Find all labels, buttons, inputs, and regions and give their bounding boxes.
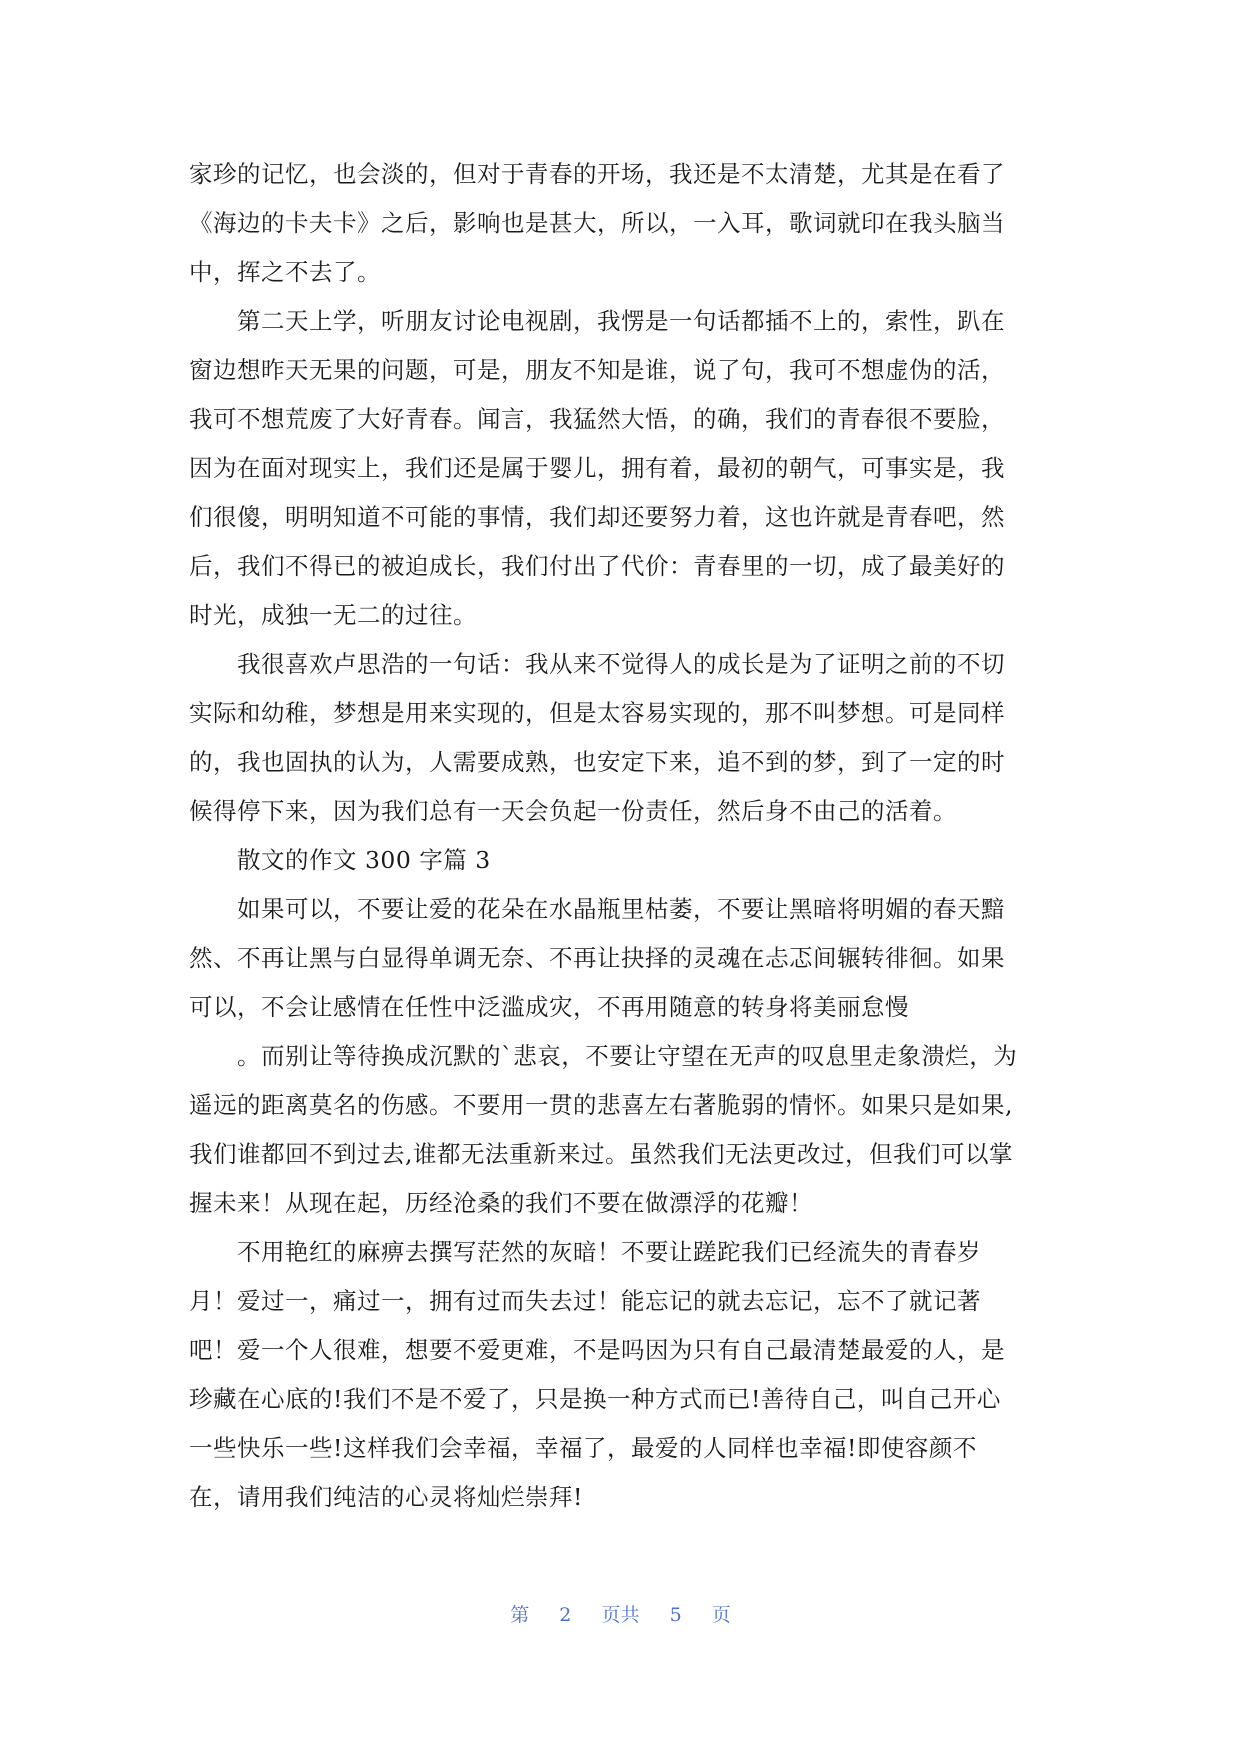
page-mid: 页共 xyxy=(601,1604,640,1626)
text-line: 时光，成独一无二的过往。 xyxy=(189,601,477,629)
paragraph-start-line: 如果可以，不要让爱的花朵在水晶瓶里枯萎，不要让黑暗将明媚的春天黯 xyxy=(237,895,1005,923)
text-line: 家珍的记忆，也会淡的，但对于青春的开场，我还是不太清楚，尤其是在看了 xyxy=(189,160,1005,188)
page-footer xyxy=(0,1600,1241,1627)
text-line: 握未来！从现在起，历经沧桑的我们不要在做漂浮的花瓣！ xyxy=(189,1189,813,1217)
text-line: 可以，不会让感情在任性中泛滥成灾，不再用随意的转身将美丽怠慢 xyxy=(189,993,909,1021)
text-line: 后，我们不得已的被迫成长，我们付出了代价：青春里的一切，成了最美好的 xyxy=(189,552,1005,580)
text-line: 在，请用我们纯洁的心灵将灿烂崇拜! xyxy=(189,1483,583,1511)
paragraph-start-line: 我很喜欢卢思浩的一句话：我从来不觉得人的成长是为了证明之前的不切 xyxy=(237,650,1005,678)
text-line: 我们谁都回不到过去,谁都无法重新来过。虽然我们无法更改过，但我们可以掌 xyxy=(189,1140,1013,1168)
text-line: 中，挥之不去了。 xyxy=(189,258,381,286)
paragraph-start-line: 不用艳红的麻痹去撰写茫然的灰暗！不要让蹉跎我们已经流失的青春岁 xyxy=(237,1238,981,1266)
text-line: 因为在面对现实上，我们还是属于婴儿，拥有着，最初的朝气，可事实是，我 xyxy=(189,454,1005,482)
text-line: 们很傻，明明知道不可能的事情，我们却还要努力着，这也许就是青春吧，然 xyxy=(189,503,1005,531)
text-line: 候得停下来，因为我们总有一天会负起一份责任，然后身不由己的活着。 xyxy=(189,797,957,825)
page-total: 5 xyxy=(669,1604,682,1626)
text-line: 月！爱过一，痛过一，拥有过而失去过！能忘记的就去忘记，忘不了就记著 xyxy=(189,1287,981,1315)
page-suffix: 页 xyxy=(711,1604,731,1626)
text-line: 《海边的卡夫卡》之后，影响也是甚大，所以，一入耳，歌词就印在我头脑当 xyxy=(189,209,1005,237)
text-line: 珍藏在心底的!我们不是不爱了，只是换一种方式而已!善待自己，叫自己开心 xyxy=(189,1385,1001,1413)
text-line: 窗边想昨天无果的问题，可是，朋友不知是谁，说了句，我可不想虚伪的活， xyxy=(189,356,1005,384)
text-line: 的，我也固执的认为，人需要成熟，也安定下来，追不到的梦，到了一定的时 xyxy=(189,748,1005,776)
text-line: 遥远的距离莫名的伤感。不要用一贯的悲喜左右著脆弱的情怀。如果只是如果, xyxy=(189,1091,1013,1119)
text-line: 我可不想荒废了大好青春。闻言，我猛然大悟，的确，我们的青春很不要脸， xyxy=(189,405,1005,433)
text-line: 吧！爱一个人很难，想要不爱更难，不是吗因为只有自己最清楚最爱的人，是 xyxy=(189,1336,1005,1364)
paragraph-start-line: 。而别让等待换成沉默的`悲哀，不要让守望在无声的叹息里走象溃烂，为 xyxy=(237,1042,1018,1070)
document-body xyxy=(189,150,1051,1522)
paragraph-start-line: 第二天上学，听朋友讨论电视剧，我愣是一句话都插不上的，索性，趴在 xyxy=(237,307,1005,335)
text-line: 一些快乐一些!这样我们会幸福，幸福了，最爱的人同样也幸福!即使容颜不 xyxy=(189,1434,977,1462)
text-line: 实际和幼稚，梦想是用来实现的，但是太容易实现的，那不叫梦想。可是同样 xyxy=(189,699,1005,727)
page-prefix: 第 xyxy=(510,1604,530,1626)
page-current: 2 xyxy=(559,1604,572,1626)
section-heading: 散文的作文 300 字篇 3 xyxy=(237,846,491,874)
text-line: 然、不再让黑与白显得单调无奈、不再让抉择的灵魂在忐忑间辗转徘徊。如果 xyxy=(189,944,1005,972)
